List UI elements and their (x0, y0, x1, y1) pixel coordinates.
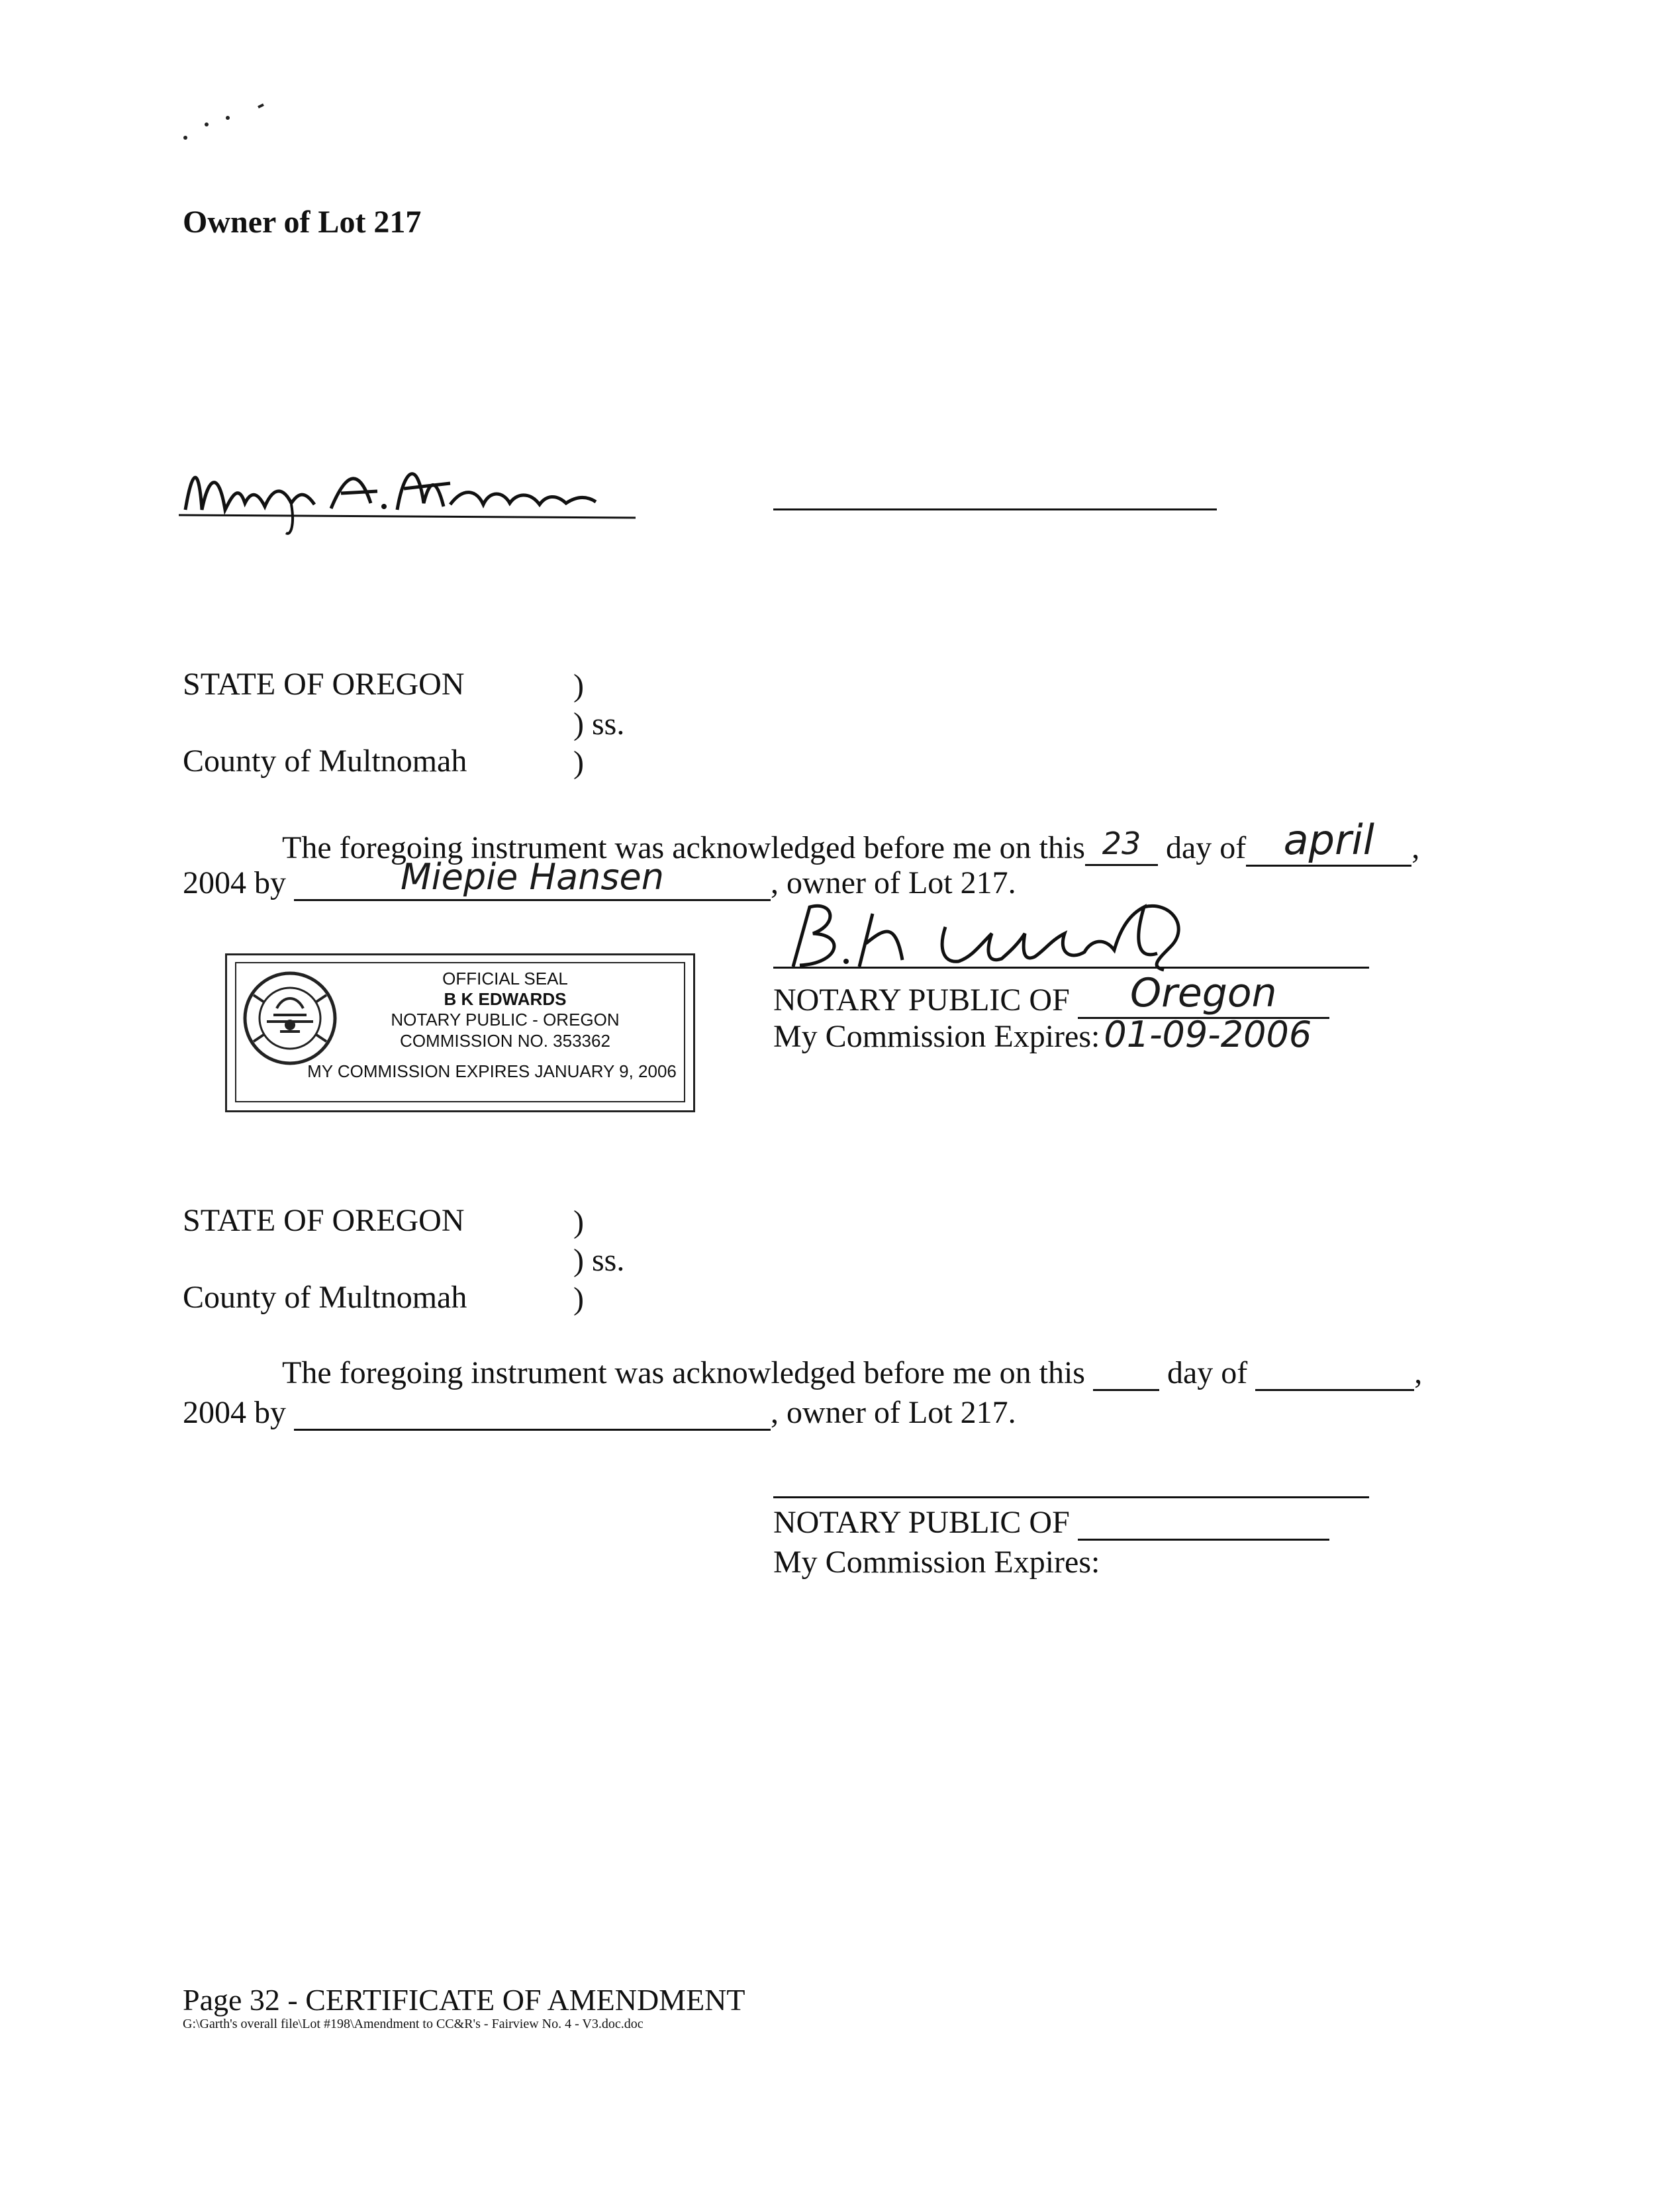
acknowledgement-line-2: The foregoing instrument was acknowledged before me on this day of , (282, 1355, 1423, 1390)
county-label-2: County of Multnomah (183, 1280, 467, 1315)
paren-ss-1: ) ss. (573, 706, 625, 742)
commission-expires-1: My Commission Expires: 01-09-2006 (773, 1014, 1312, 1055)
notary-signature-line-1 (773, 967, 1369, 969)
seal-line-expires: MY COMMISSION EXPIRES JANUARY 9, 2006 (307, 1061, 677, 1081)
day-field-1 (1085, 826, 1158, 866)
notary-state-field-1 (1078, 970, 1329, 1019)
name-field-2 (294, 1397, 771, 1431)
paren-top-2: ) (573, 1204, 584, 1239)
seal-line-official: OFFICIAL SEAL (442, 969, 568, 988)
acknowledgement-line-2b: 2004 by , owner of Lot 217. (183, 1395, 1016, 1430)
month-field-2 (1255, 1357, 1414, 1391)
notary-signature (773, 887, 1369, 973)
paren-ss-2: ) ss. (573, 1243, 625, 1278)
official-notary-seal (225, 953, 695, 1112)
acknowledgement-line-1: The foregoing instrument was acknowledged before me on this 23 day of april , (282, 816, 1420, 865)
paren-bottom-1: ) (573, 745, 584, 780)
scan-specks (180, 99, 273, 146)
month-field-1 (1246, 816, 1411, 867)
name-value-1: Miepie Hansen (401, 856, 664, 898)
state-label-2: STATE OF OREGON (183, 1203, 465, 1238)
day-value-1: 23 (1102, 826, 1141, 861)
acknowledgement-line-1b: 2004 by Miepie Hansen , owner of Lot 217. (183, 856, 1016, 900)
seal-line-notary: NOTARY PUBLIC - OREGON (391, 1010, 620, 1030)
owner-signature (172, 430, 649, 543)
footer-page-title: Page 32 - CERTIFICATE OF AMENDMENT (183, 1983, 745, 2017)
seal-line-commission: COMMISSION NO. 353362 (400, 1030, 610, 1051)
notary-state-field-2 (1078, 1507, 1329, 1541)
state-label-1: STATE OF OREGON (183, 667, 465, 702)
county-label-1: County of Multnomah (183, 744, 467, 779)
oregon-state-seal-icon (240, 969, 340, 1068)
seal-text-block (326, 969, 684, 1051)
footer-file-path: G:\Garth's overall file\Lot #198\Amendment to CC&R's - Fairview No. 4 - V3.doc.doc (183, 2017, 644, 2031)
commission-date-value-1: 01-09-2006 (1104, 1014, 1312, 1055)
paren-bottom-2: ) (573, 1281, 584, 1316)
page-heading: Owner of Lot 217 (183, 205, 422, 240)
paren-top-1: ) (573, 668, 584, 703)
notary-signature-line-2 (773, 1496, 1369, 1498)
commission-expires-2: My Commission Expires: (773, 1545, 1100, 1580)
seal-line-name: B K EDWARDS (444, 989, 567, 1010)
owner-signature-line-2 (773, 508, 1217, 510)
month-value-1: april (1283, 816, 1374, 864)
notary-state-value-1: Oregon (1129, 970, 1277, 1016)
notary-public-of-1: NOTARY PUBLIC OF Oregon (773, 977, 1329, 1019)
day-field-2 (1093, 1357, 1159, 1391)
notary-public-of-2: NOTARY PUBLIC OF (773, 1507, 1329, 1541)
